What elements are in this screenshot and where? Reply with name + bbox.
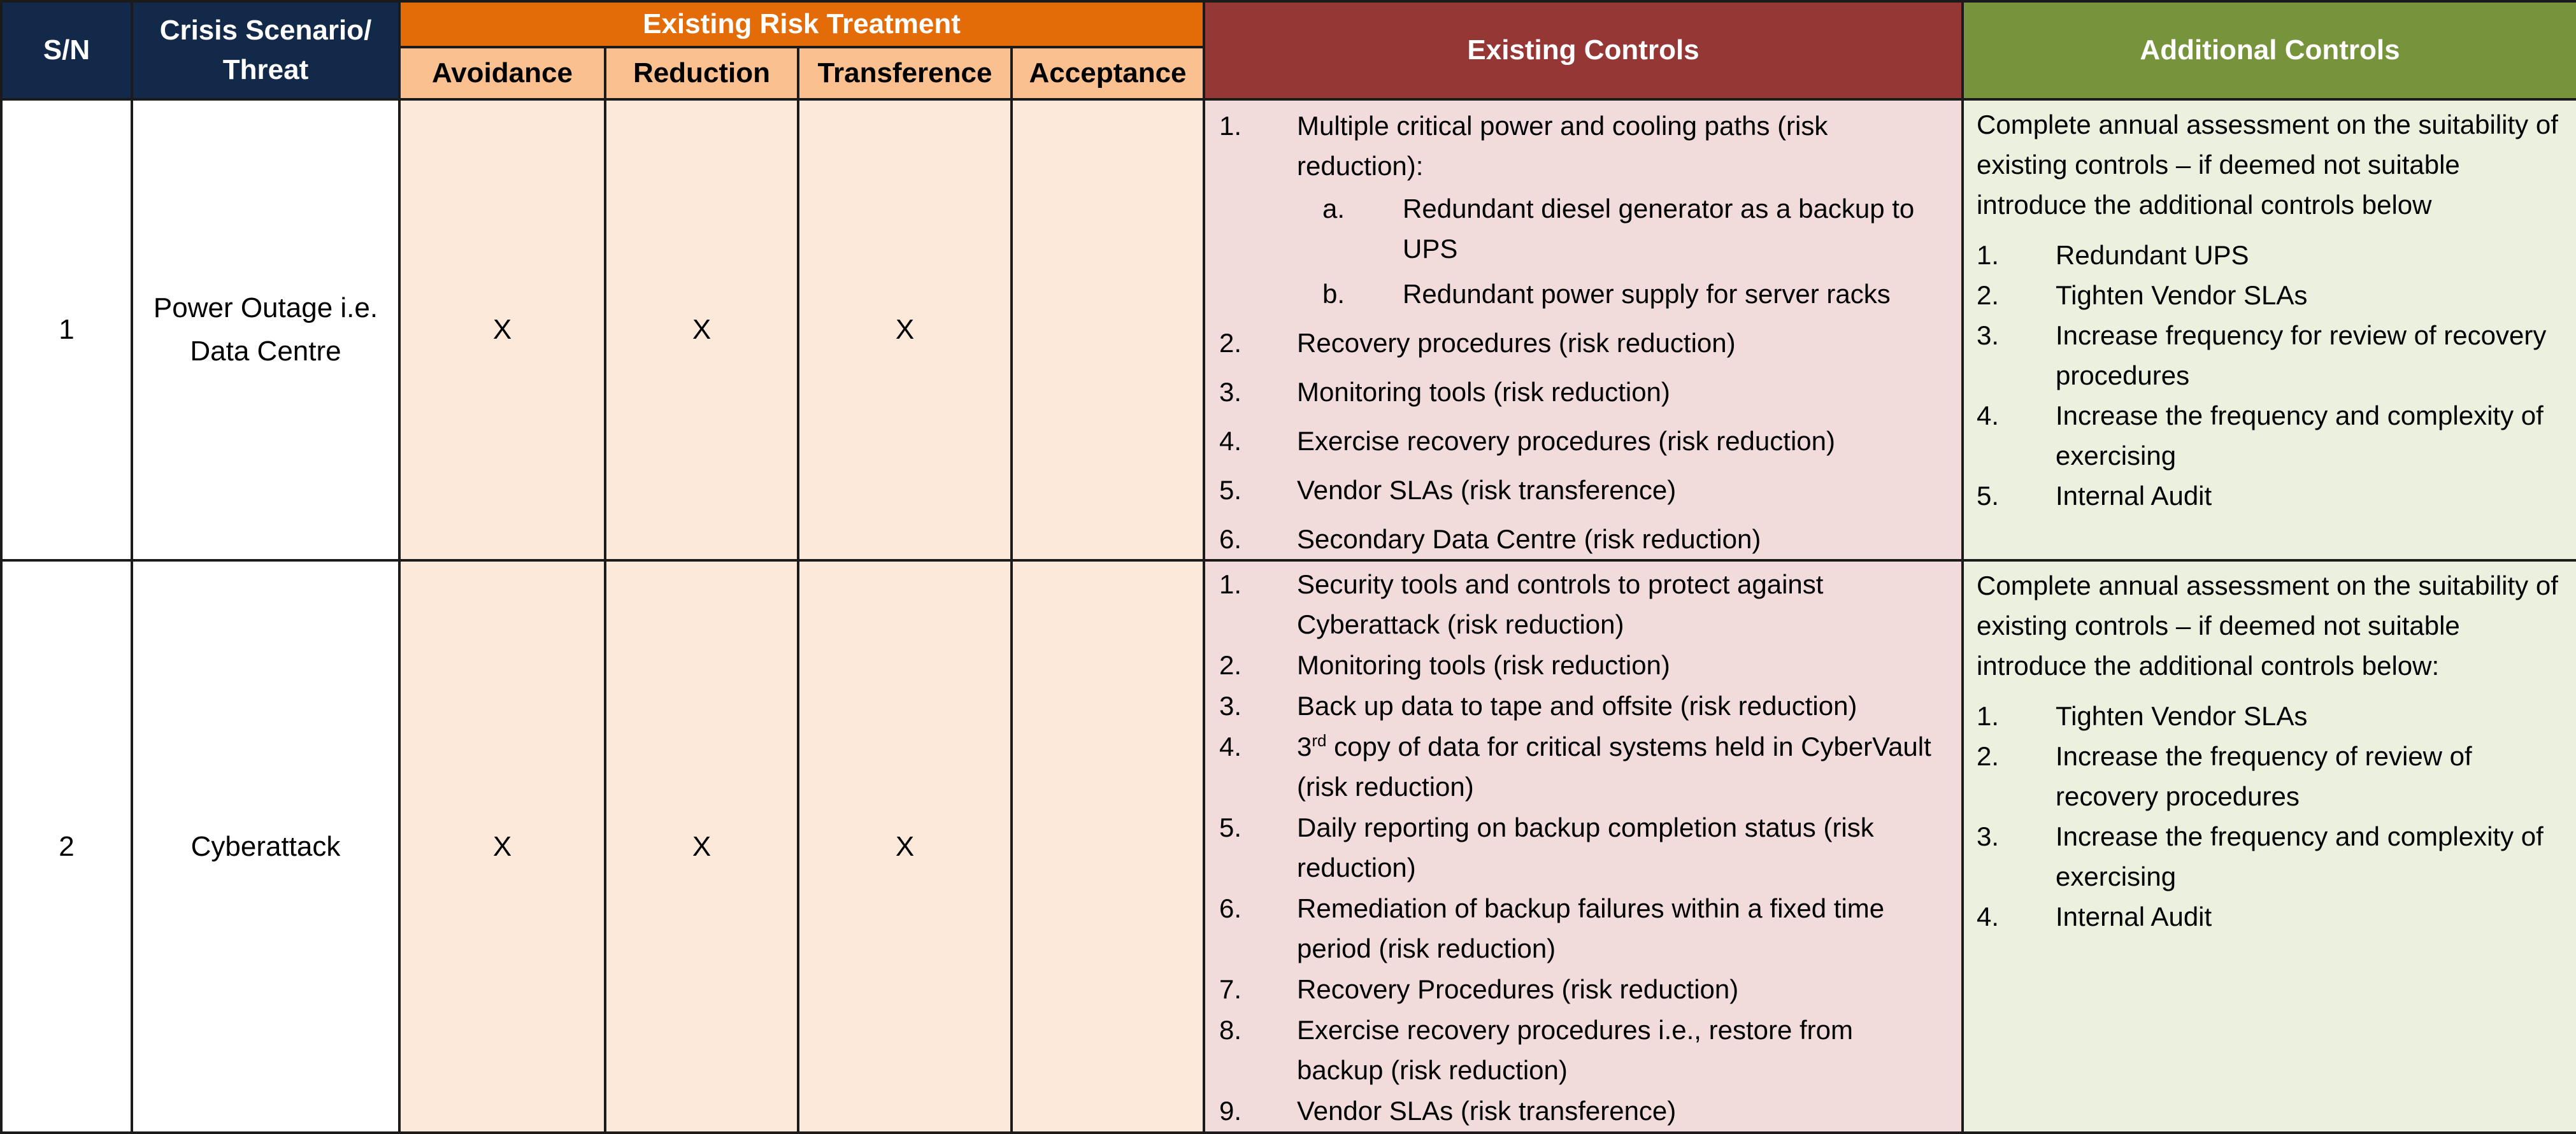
list-item (1205, 372, 1961, 412)
table-row (1, 99, 2576, 560)
list-number: 2. (1977, 741, 2000, 771)
header-threat-line1: Crisis Scenario/ (159, 15, 372, 46)
header-threat (132, 1, 399, 99)
list-item (1964, 736, 2576, 816)
list-item (1205, 470, 1961, 510)
existing-controls-list (1205, 562, 1961, 1131)
list-text: Internal Audit (2056, 902, 2212, 932)
additional-controls-list (1964, 235, 2576, 516)
list-number: 5. (1219, 812, 1242, 842)
list-number: 3. (1219, 377, 1242, 407)
list-text: Multiple critical power and cooling paths (risk reduction): (1297, 111, 1828, 181)
list-text: Monitoring tools (risk reduction) (1297, 650, 1670, 680)
list-number: 1. (1219, 111, 1242, 141)
threat-line1: Power Outage i.e. (153, 292, 378, 323)
list-item (1964, 235, 2576, 275)
list-number: 4. (1977, 902, 2000, 932)
additional-controls-cell (1963, 99, 2576, 560)
list-text (1297, 732, 1931, 802)
list-text: Security tools and controls to protect against Cyberattack (risk reduction) (1297, 569, 1824, 639)
list-text: Exercise recovery procedures i.e., restore from backup (risk reduction) (1297, 1015, 1853, 1085)
list-number: 7. (1219, 974, 1242, 1004)
list-number: 2. (1219, 650, 1242, 680)
existing-controls-list (1205, 101, 1961, 559)
sub-list-item (1297, 188, 1946, 269)
list-number: 6. (1219, 893, 1242, 923)
table-row (1, 560, 2576, 1133)
list-number: 3. (1977, 320, 2000, 350)
list-number: 8. (1219, 1015, 1242, 1045)
list-item (1964, 816, 2576, 897)
list-number: 2. (1977, 280, 2000, 310)
list-item (1205, 564, 1961, 644)
list-text: Redundant UPS (2056, 240, 2249, 270)
list-number: 9. (1219, 1096, 1242, 1126)
ordinal-number: 3 (1297, 732, 1312, 762)
header-additional-controls: Additional Controls (1963, 1, 2576, 99)
list-text: Internal Audit (2056, 481, 2212, 511)
list-text: Recovery Procedures (risk reduction) (1297, 974, 1739, 1004)
header-existing-controls: Existing Controls (1204, 1, 1963, 99)
list-item (1205, 421, 1961, 461)
list-item (1205, 888, 1961, 968)
list-item (1964, 897, 2576, 937)
avoidance-mark: X (399, 99, 605, 560)
list-text: Exercise recovery procedures (risk reduction) (1297, 426, 1835, 456)
sub-list-letter: b. (1322, 279, 1345, 309)
list-item (1205, 726, 1961, 807)
avoidance-mark: X (399, 560, 605, 1133)
header-threat-line2: Threat (222, 54, 309, 85)
sub-list-text: Redundant power supply for server racks (1403, 279, 1891, 309)
list-number: 4. (1219, 732, 1242, 762)
list-text: Secondary Data Centre (risk reduction) (1297, 524, 1761, 554)
list-item (1205, 1010, 1961, 1090)
list-number: 4. (1977, 400, 2000, 430)
list-number: 4. (1219, 426, 1242, 456)
list-item (1964, 315, 2576, 395)
list-item (1964, 395, 2576, 476)
list-text: Increase frequency for review of recovery procedures (2056, 320, 2547, 390)
additional-controls-list (1964, 696, 2576, 937)
transference-mark: X (798, 99, 1012, 560)
threat-line2: Data Centre (190, 336, 341, 367)
list-text: Tighten Vendor SLAs (2056, 701, 2308, 731)
list-item (1964, 275, 2576, 315)
row-sn: 1 (1, 99, 132, 560)
list-number: 1. (1219, 569, 1242, 599)
sub-list-text: Redundant diesel generator as a backup to UPS (1403, 194, 1915, 264)
reduction-mark: X (605, 560, 798, 1133)
list-text: Increase the frequency of review of recovery procedures (2056, 741, 2472, 811)
row-threat: Cyberattack (132, 560, 399, 1133)
sub-list-letter: a. (1322, 194, 1345, 223)
reduction-mark: X (605, 99, 798, 560)
list-item (1205, 969, 1961, 1009)
sub-list (1297, 188, 1946, 314)
list-text: Increase the frequency and complexity of exercising (2056, 821, 2544, 891)
list-text: Daily reporting on backup completion status (risk reduction) (1297, 812, 1874, 882)
list-item (1964, 696, 2576, 736)
header-sn: S/N (1, 1, 132, 99)
list-number: 2. (1219, 328, 1242, 358)
header-existing-risk-treatment: Existing Risk Treatment (399, 1, 1204, 47)
list-item (1205, 807, 1961, 888)
list-text: Monitoring tools (risk reduction) (1297, 377, 1670, 407)
existing-controls-cell (1204, 560, 1963, 1133)
additional-controls-cell (1963, 560, 2576, 1133)
list-number: 6. (1219, 524, 1242, 554)
acceptance-mark (1012, 560, 1204, 1133)
list-text: Tighten Vendor SLAs (2056, 280, 2308, 310)
existing-controls-cell (1204, 99, 1963, 560)
row-sn: 2 (1, 560, 132, 1133)
ordinal-suffix: rd (1312, 731, 1327, 750)
header-transference: Transference (798, 47, 1012, 99)
header-row-top (1, 1, 2576, 47)
list-text: Recovery procedures (risk reduction) (1297, 328, 1736, 358)
header-reduction: Reduction (605, 47, 798, 99)
additional-intro: Complete annual assessment on the suitability of existing controls – if deemed not suitable introduce the additional controls below: (1977, 571, 2558, 681)
header-avoidance: Avoidance (399, 47, 605, 99)
list-text-rest: copy of data for critical systems held in CyberVault (risk reduction) (1297, 732, 1931, 802)
list-number: 1. (1977, 240, 2000, 270)
list-item (1205, 519, 1961, 559)
list-item (1205, 645, 1961, 685)
list-text: Increase the frequency and complexity of exercising (2056, 400, 2544, 471)
list-text: Vendor SLAs (risk transference) (1297, 1096, 1677, 1126)
header-acceptance: Acceptance (1012, 47, 1204, 99)
list-number: 3. (1219, 691, 1242, 721)
list-text: Vendor SLAs (risk transference) (1297, 475, 1677, 505)
acceptance-mark (1012, 99, 1204, 560)
list-text: Back up data to tape and offsite (risk reduction) (1297, 691, 1857, 721)
list-number: 5. (1977, 481, 2000, 511)
transference-mark: X (798, 560, 1012, 1133)
list-number: 5. (1219, 475, 1242, 505)
list-number: 1. (1977, 701, 2000, 731)
list-item (1205, 106, 1961, 314)
list-item (1205, 686, 1961, 726)
list-item (1964, 476, 2576, 516)
list-number: 3. (1977, 821, 2000, 851)
row-threat (132, 99, 399, 560)
additional-intro: Complete annual assessment on the suitability of existing controls – if deemed not suitable introduce the additional controls below (1977, 110, 2558, 220)
sub-list-item (1297, 274, 1946, 314)
list-item (1205, 323, 1961, 363)
list-text: Remediation of backup failures within a fixed time period (risk reduction) (1297, 893, 1885, 963)
list-item (1205, 1091, 1961, 1131)
